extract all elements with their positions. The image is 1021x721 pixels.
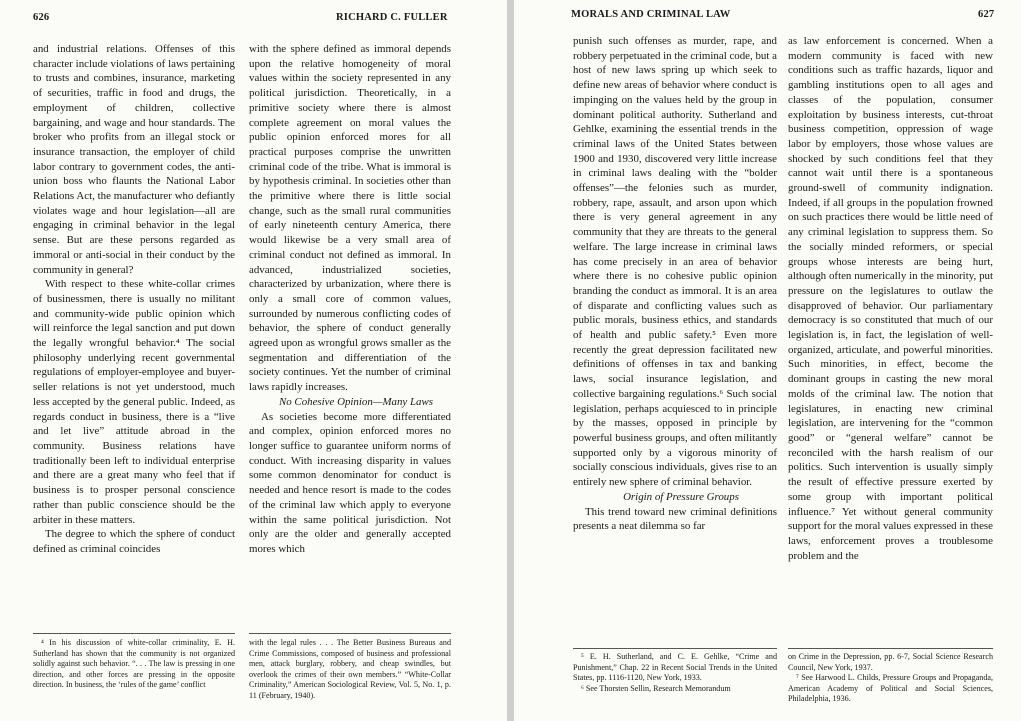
paragraph: This trend toward new criminal definitions presents a neat dilemma so far [573,505,777,533]
footnote: ⁶ See Thorsten Sellin, Research Memorandum [581,683,731,693]
footnote-rule [249,633,451,634]
page-number: 626 [33,12,50,23]
footnote: ⁴ In his discussion of white-collar criminality, E. H. Sutherland has shown that the community is not organized solidly against such behavior. “. . . The law is pressing in one direction, and other forces are pressing in the opposite direction. In business, the ‘rules of the game’ conflict [33,638,235,689]
text-column-1 [33,42,235,557]
footnote-column-1 [33,638,235,691]
text-column-1 [573,34,777,534]
footnote-rule [788,648,993,649]
text-column-2 [788,34,993,563]
footnote-column-2 [249,638,451,701]
footnote-column-1 [573,652,777,694]
paragraph: punish such offenses as murder, rape, and robbery perpetuated in the criminal code, but a host of new laws spring up which seek to define new areas of behavior where conduct is impinging on the values held by the group in dominant political authority. Sutherland and Gehlke, examining the essential trends in the criminal laws of the United States between 1900 and 1930, discovered very little increase in criminal laws dealing with the “bolder offenses”—the felonies such as murder, robbery, rape, assault, and arson upon which there is very general agreement in any community that they are threats to the general welfare. The large increase in criminal laws has come precisely in an area of behavior where there is no cohesive public opinion branding the conduct as immoral. It is an area of disparate and conflicting values such as public morals, business ethics, and standards of health and public safety.⁵ Even more recently the great depression facilitated new definitions of offenses in tax and banking laws, social insurance legislation, and collective bargaining regulations.⁶ Such social legislation, perhaps acquiesced to in principle by the masses, opposed in principle by powerful business groups, and often militantly supported only by a vigorous minority of socially conscious individuals, gives rise to an entirely new sphere of criminal behavior. [573,35,777,489]
paragraph: With respect to these white-collar crimes of businessmen, there is usually no militant and community-wide public opinion which will reinforce the legal sanction and put down the legally wrongful behavior.⁴ The social philosophy underlying recent governmental regulations of employer-employee and buyer-seller relations is not yet understood, much less accepted by the general public. Indeed, as regards conduct in business, there is a “live and let live” attitude abroad in the community. Business relations have traditionally been left to individual enterprise and there are a great many who feel that if business is to prosper personal conscience rather than public conscience should be the arbiter in these matters. [33,278,235,526]
left-page [0,0,507,721]
page-gutter [507,0,514,721]
footnote: ⁷ See Harwood L. Childs, Pressure Groups and Propaganda, American Academy of Political and Social Sciences, Philadelphia, 1936. [788,673,993,703]
paragraph: as law enforcement is concerned. When a modern community is faced with new conditions such as traffic hazards, liquor and gambling institutions open to all ages and classes of the population, consumer exploitation by business interests, cut-throat business competition, oppression of wage labor by employers, those whose values are shocked by such conditions feel that they cannot wait until there is a spontaneous ground-swell of community indignation. Indeed, if all groups in the population frowned on such practices there would be little need of any criminal legislation to suppress them. So the socially minded reformers, or special groups whose interests are being hurt, although often numerically in the minority, put pressure on the legislatures to outlaw the disapproved of behavior. Our parliamentary democracy is so constituted that much of our legislation is, in fact, the legislation of well-organized, articulate, and powerful minorities. Such minorities, in effect, become the dominant groups in casting the new moral molds of the criminal law. The notion that legislatures, in enacting new criminal legislation, are intervening for the “common good” or “general welfare” cannot be reconciled with the harsh realism of our politics. Such intervention is usually simply the result of effective pressure exerted by some group with important political influence.⁷ Yet without general community support for the moral values expressed in these laws, enforcement proves a troublesome problem and the [788,35,993,562]
footnote-rule [33,633,235,634]
footnote: on Crime in the Depression, pp. 6-7, Social Science Research Council, New York, 1937. [788,652,993,672]
footnote: with the legal rules . . . The Better Business Bureaus and Crime Commissions, composed of business and professional men, attack burglary, robbery, and cheap swindles, but overlook the crimes of their own members.” “White-Collar Criminality,” American Sociological Review, Vol. 5, No. 1, p. 11 (February, 1940). [249,638,451,700]
paragraph: As societies become more differentiated and complex, opinion enforced mores no longer suffice to guarantee uniform norms of conduct. With increasing disparity in values some common denominator for conduct is needed and hence resort is made to the codes of the criminal law which apply to everyone within the same political jurisdiction. Not only are the older and generally accepted mores which [249,410,451,555]
paragraph: with the sphere defined as immoral depends upon the relative homogeneity of moral values within the society represented in any political jurisdiction. Theoretically, in a primitive society where there is almost complete agreement on moral values the public opinion enforced mores for all practical purposes comprise the unwritten criminal code of the tribe. What is immoral is by hypothesis criminal. In societies other than the primitive where there is little social change, such as the small rural communities of early nineteenth century America, there would likewise be a very small area of criminal conduct not defined as immoral. In advanced, industrialized societies, characterized by urbanization, where there is only a small core of common values, surrounded by numerous conflicting codes of behavior, the sphere of conduct generally agreed upon as wrongful grows smaller as the segmentation and differentiation of the society continues. Yet the number of criminal laws rapidly increases. [249,43,451,394]
section-heading: Origin of Pressure Groups [623,490,739,503]
page-number: 627 [978,9,995,20]
text-column-2 [249,42,451,557]
footnote-column-2 [788,652,993,705]
running-head: MORALS AND CRIMINAL LAW [571,9,731,20]
section-heading: No Cohesive Opinion—Many Laws [279,395,433,408]
running-head: RICHARD C. FULLER [336,12,448,23]
paragraph: and industrial relations. Offenses of this character include violations of laws pertaining to trusts and combines, insurance, marketing of securities, traffic in food and drugs, the employment of children, collective bargaining, and wage and hour standards. The broker who profits from an illegal stock or insurance transaction, the employer of child labor contrary to government codes, the anti-union boss who flaunts the National Labor Relations Act, the manufacturer who defiantly violates wage and hour legislation—all are engaging in criminal behavior in the legal sense. But are these persons regarded as immoral or anti-social in their conduct by the community in general? [33,43,235,276]
footnote-rule [573,648,777,649]
footnote: ⁵ E. H. Sutherland, and C. E. Gehlke, “Crime and Punishment,” Chap. 22 in Recent Social Trends in the United States, pp. 1116-1120, New York, 1933. [573,652,777,682]
paragraph: The degree to which the sphere of conduct defined as criminal coincides [33,528,235,555]
right-page [514,0,1021,721]
